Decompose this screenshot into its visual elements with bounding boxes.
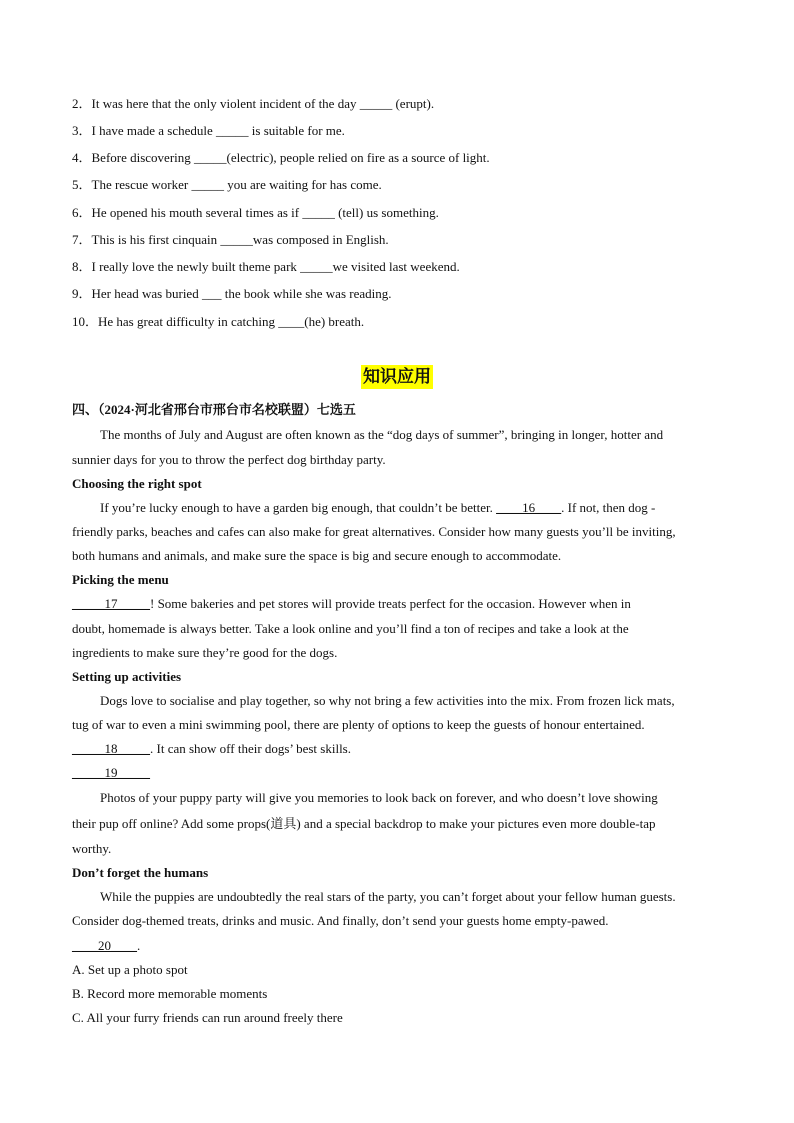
paragraph-line: friendly parks, beaches and cafes can also make for great alternatives. Consider how many guests you’ll be inviting, <box>72 524 676 539</box>
paragraph-line: tug of war to even a mini swimming pool, there are plenty of options to keep the guests of honour entertained. <box>72 717 645 732</box>
paragraph-line: doubt, homemade is always better. Take a look online and you’ll find a ton of recipes and take a look at the <box>72 621 629 636</box>
grammar-item-7: 7．This is his first cinquain _____was composed in English. <box>72 232 389 247</box>
paragraph-line: While the puppies are undoubtedly the real stars of the party, you can’t forget about your fellow human guests. <box>100 889 676 904</box>
paragraph-text: . It can show off their dogs’ best skills. <box>150 741 351 756</box>
grammar-item-9: 9．Her head was buried ___ the book while she was reading. <box>72 286 392 301</box>
intro-line-2: sunnier days for you to throw the perfect dog birthday party. <box>72 452 386 467</box>
grammar-item-5: 5．The rescue worker _____ you are waiting for has come. <box>72 177 382 192</box>
grammar-item-6: 6．He opened his mouth several times as if _____ (tell) us something. <box>72 205 439 220</box>
blank-19-line <box>72 765 150 781</box>
paragraph-line: ingredients to make sure they’re good for the dogs. <box>72 645 338 660</box>
blank-17: _____17_____ <box>72 596 150 611</box>
paragraph-text: If you’re lucky enough to have a garden big enough, that couldn’t be better. <box>100 500 497 515</box>
grammar-item-4: 4．Before discovering _____(electric), people relied on fire as a source of light. <box>72 150 490 165</box>
grammar-item-2: 2．It was here that the only violent incident of the day _____ (erupt). <box>72 96 435 111</box>
blank-18: _____18_____ <box>72 741 150 756</box>
grammar-item-10: 10．He has great difficulty in catching ____(he) breath. <box>72 314 365 329</box>
blank-19: _____19_____ <box>72 765 150 780</box>
grammar-item-8: 8．I really love the newly built theme park _____we visited last weekend. <box>72 259 460 274</box>
paragraph-text: . <box>137 938 141 953</box>
option-b: B. Record more memorable moments <box>72 986 268 1001</box>
paragraph-line: worthy. <box>72 841 112 856</box>
paragraph-line <box>100 500 655 516</box>
paragraph-line: both humans and animals, and make sure the space is big and secure enough to accommodate. <box>72 548 562 563</box>
task-title: 四、（2024·河北省邢台市邢台市名校联盟）七选五 <box>72 402 356 417</box>
paragraph-line: their pup off online? Add some props(道具) and a special backdrop to make your pictures even more double-tap <box>72 816 656 831</box>
paragraph-line <box>72 596 631 612</box>
section-heading-activities: Setting up activities <box>72 669 182 684</box>
section-heading-menu: Picking the menu <box>72 572 169 587</box>
section-heading: 知识应用 <box>363 367 431 387</box>
paragraph-text: ! Some bakeries and pet stores will provide treats perfect for the occasion. However when in <box>150 596 631 611</box>
section-heading-spot: Choosing the right spot <box>72 476 202 491</box>
paragraph-line <box>72 938 140 954</box>
blank-16: ____16____ <box>496 500 562 515</box>
paragraph-line: Photos of your puppy party will give you memories to look back on forever, and who doesn’t love showing <box>100 790 658 805</box>
grammar-item-3: 3．I have made a schedule _____ is suitable for me. <box>72 123 345 138</box>
blank-20: ____20____ <box>72 938 137 953</box>
paragraph-line <box>72 741 351 757</box>
section-heading-wrap <box>0 365 794 389</box>
option-a: A. Set up a photo spot <box>72 962 188 977</box>
paragraph-line: Consider dog-themed treats, drinks and music. And finally, don’t send your guests home empty-pawed. <box>72 913 609 928</box>
paragraph-text: . If not, then dog - <box>561 500 656 515</box>
option-c: C. All your furry friends can run around freely there <box>72 1010 343 1025</box>
intro-line-1: The months of July and August are often known as the “dog days of summer”, bringing in longer, hotter and <box>100 427 664 442</box>
paragraph-line: Dogs love to socialise and play together, so why not bring a few activities into the mix. From frozen lick mats, <box>100 693 675 708</box>
section-heading-humans: Don’t forget the humans <box>72 865 209 880</box>
